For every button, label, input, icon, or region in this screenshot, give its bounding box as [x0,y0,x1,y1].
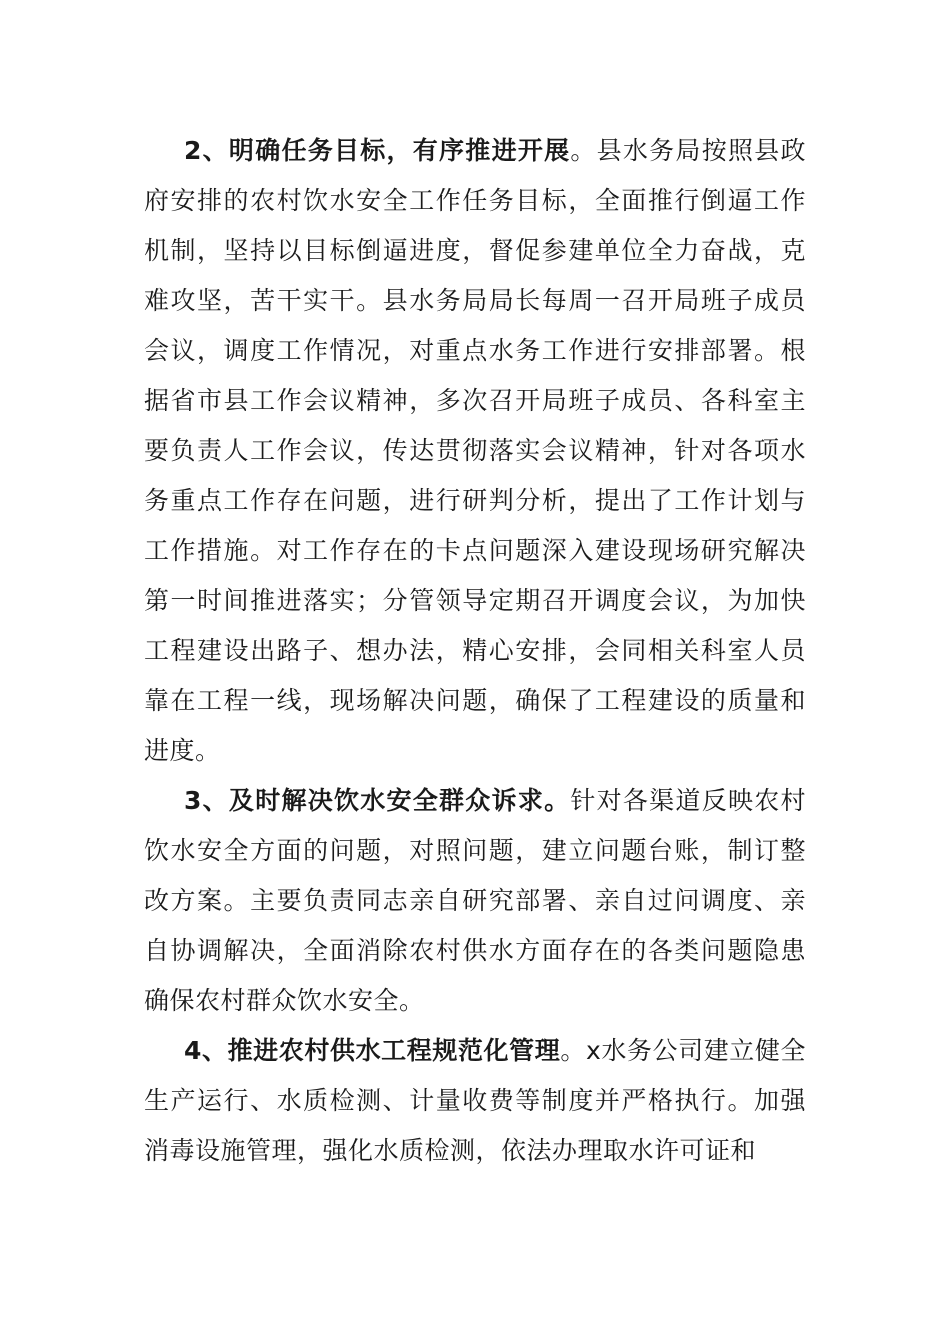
paragraph-heading: 4、推进农村供水工程规范化管理 [184,1036,561,1065]
paragraph-heading: 2、明确任务目标，有序推进开展 [184,136,571,165]
paragraph-public-appeals [144,776,806,1026]
paragraph-text: 针对各渠道反映农村饮水安全方面的问题，对照问题，建立问题台账，制订整改方案。主要负责同志亲自研究部署、亲自过问调度、亲自协调解决，全面消除农村供水方面存在的各类问题隐患确保农村群众饮水安全。 [144,786,806,1015]
paragraph-task-goals [144,126,806,776]
paragraph-text: 。县水务局按照县政府安排的农村饮水安全工作任务目标，全面推行倒逼工作机制，坚持以目标倒逼进度，督促参建单位全力奋战，克难攻坚，苦干实干。县水务局局长每周一召开局班子成员会议，调度工作情况，对重点水务工作进行安排部署。根据省市县工作会议精神，多次召开局班子成员、各科室主要负责人工作会议，传达贯彻落实会议精神，针对各项水务重点工作存在问题，进行研判分析，提出了工作计划与工作措施。对工作存在的卡点问题深入建设现场研究解决第一时间推进落实；分管领导定期召开调度会议，为加快工程建设出路子、想办法，精心安排，会同相关科室人员靠在工程一线，现场解决问题，确保了工程建设的质量和进度。 [144,136,806,765]
paragraph-standardized-management [144,1026,806,1176]
document-body [144,126,806,1176]
paragraph-text: 。x水务公司建立健全生产运行、水质检测、计量收费等制度并严格执行。加强消毒设施管理，强化水质检测，依法办理取水许可证和 [144,1036,807,1165]
paragraph-heading: 3、及时解决饮水安全群众诉求。 [184,786,571,815]
